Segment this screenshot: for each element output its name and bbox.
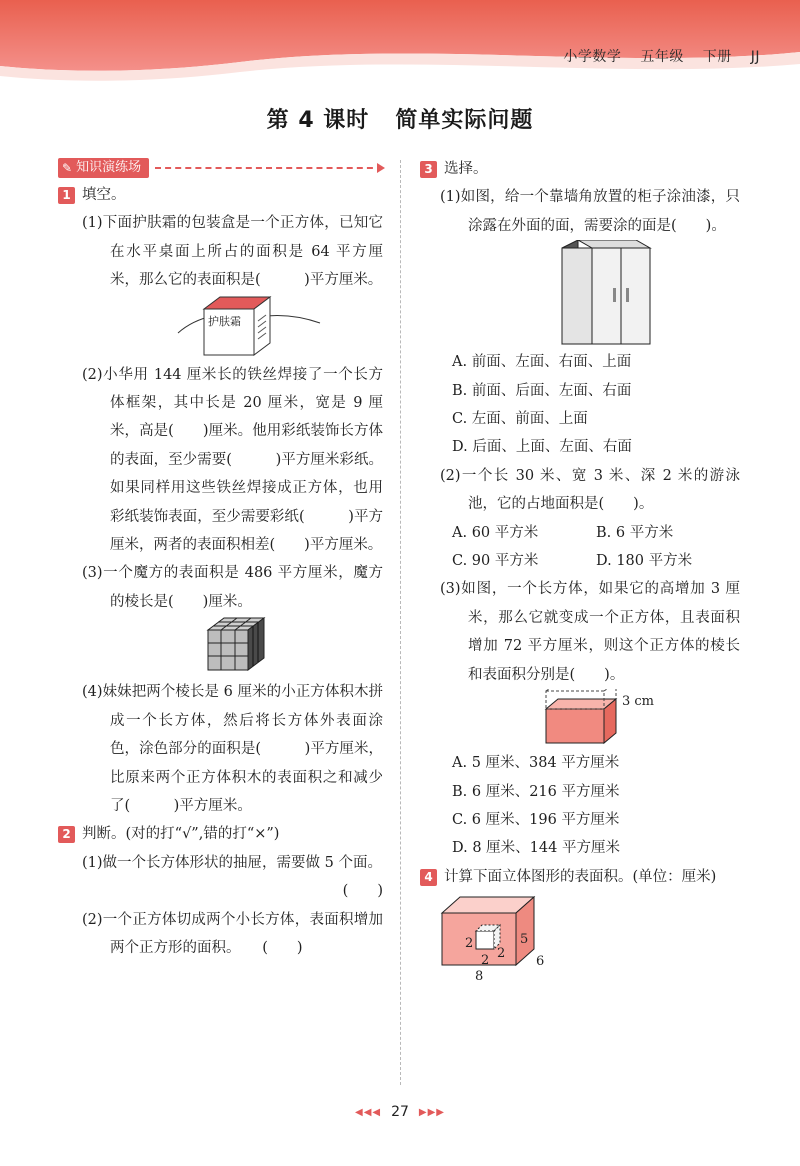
next-arrows-icon: ▶▶▶	[418, 1107, 445, 1118]
hollow-cuboid-illustration	[420, 891, 740, 983]
question-4-heading	[420, 863, 740, 891]
q2-part2-statement: (2)一个正方体切成两个小长方体，表面积增加两个正方形的面积。	[82, 911, 383, 956]
hole-right-dim: 2	[497, 946, 506, 962]
question-4-label: 计算下面立体图形的表面积。(单位：厘米)	[444, 868, 717, 885]
q3-part3-text: (3)如图，一个长方体，如果它的高增加 3 厘米，那么它就变成一个正方体，且表面积增加 72 平方厘米，则这个正方体的棱长和表面积分别是( )。	[440, 581, 740, 683]
q2-part2-text	[58, 906, 383, 963]
question-2-heading	[58, 820, 383, 848]
q3-part2-options-row1	[420, 519, 740, 547]
book-meta	[549, 46, 760, 66]
cream-box-illustration	[58, 295, 383, 361]
page-footer	[0, 1104, 800, 1120]
q3-part1-text: (1)如图，给一个靠墙角放置的柜子涂油漆，只涂露在外面的面，需要涂的面是( )。	[440, 189, 740, 234]
hollow-cuboid-figure	[420, 891, 740, 983]
q3-part3-option-b[interactable]: B. 6 厘米、216 平方厘米	[452, 783, 620, 800]
q3-part2-text: (2)一个长 30 米、宽 3 米、深 2 米的游泳池，它的占地面积是( )。	[440, 467, 740, 513]
cabinet-illustration	[420, 240, 740, 348]
rubik-cube-figure	[58, 616, 383, 678]
q3-part2-option-d[interactable]: D. 180 平方米	[596, 553, 693, 570]
q3-part1-option-b[interactable]: B. 前面、后面、左面、右面	[452, 382, 632, 399]
height-increase-label: 3 cm	[622, 694, 655, 710]
box-label: 护肤霜	[208, 314, 241, 328]
cabinet-figure	[420, 240, 740, 348]
width-dim: 6	[536, 954, 545, 970]
hole-bottom-dim: 2	[481, 953, 490, 969]
q2-part1-text: (1)做一个长方体形状的抽屉，需要做 5 个面。	[82, 854, 382, 871]
length-dim: 8	[475, 969, 484, 984]
lesson-number: 第 4 课时	[266, 108, 370, 133]
cream-box-figure	[58, 295, 383, 361]
q3-part1-option-c[interactable]: C. 左面、前面、上面	[452, 411, 588, 428]
q3-part2-options-row2	[420, 547, 740, 575]
q1-part4-text: (4)妹妹把两个棱长是 6 厘米的小正方体积木拼成一个长方体，然后将长方体外表面涂色，涂色部分的面积是( )平方厘米，比原来两个正方体积木的表面积之和减少了( )平方厘米。	[82, 684, 383, 814]
lesson-topic: 简单实际问题	[395, 108, 534, 133]
left-column	[58, 155, 383, 962]
prev-arrows-icon: ◀◀◀	[355, 1107, 382, 1118]
banner-tag	[58, 158, 149, 178]
hole-left-dim: 2	[465, 936, 474, 952]
q1-part2-text: (2)小华用 144 厘米长的铁丝焊接了一个长方体框架，其中长是 20 厘米，宽是 9 厘米，高是( )厘米。他用彩纸装饰长方体的表面，至少需要( )平方厘米彩纸。如果同样用这些铁丝焊接成正方体，也用彩纸装饰表面，至少需要彩纸( )平方厘米，两者的表面积相差( )平方厘米。	[82, 366, 383, 554]
banner-label: 知识演练场	[76, 159, 142, 175]
lesson-title	[0, 103, 800, 134]
q2-part1-answer	[58, 877, 383, 905]
q1-part1-text: (1)下面护肤霜的包装盒是一个正方体，已知它在水平桌面上所占的面积是 64 平方厘米，那么它的表面积是( )平方厘米。	[82, 215, 383, 289]
q3-part1-option-d[interactable]: D. 后面、上面、左面、右面	[452, 439, 632, 456]
cuboid-figure	[420, 689, 740, 749]
question-number-badge: 2	[58, 826, 75, 843]
answer-blank[interactable]: ( )	[262, 939, 303, 956]
rubik-cube-illustration	[58, 616, 383, 678]
q3-part3-option-c[interactable]: C. 6 厘米、196 平方厘米	[452, 811, 620, 828]
question-number-badge: 3	[420, 161, 437, 178]
q3-part3-option-a[interactable]: A. 5 厘米、384 平方厘米	[452, 755, 620, 772]
column-divider	[400, 160, 401, 1085]
q3-part2-option-c[interactable]: C. 90 平方米	[452, 553, 539, 570]
answer-blank[interactable]: ( )	[342, 883, 383, 900]
header-band	[0, 0, 800, 90]
question-1-label: 填空。	[82, 187, 126, 203]
cuboid-illustration	[420, 689, 740, 749]
subject-label: 小学数学	[563, 49, 622, 65]
height-dim: 5	[520, 932, 529, 948]
q3-part2-option-a[interactable]: A. 60 平方米	[452, 524, 539, 541]
question-3-label: 选择。	[444, 161, 488, 177]
section-banner	[58, 155, 383, 181]
pencil-icon: ✎	[62, 160, 73, 175]
page-number: 27	[391, 1104, 409, 1120]
question-number-badge: 1	[58, 187, 75, 204]
question-1-heading	[58, 181, 383, 209]
banner-dashed-arrow	[155, 167, 383, 169]
grade-label: 五年级	[640, 49, 684, 65]
right-column	[420, 155, 740, 983]
question-2-label: 判断。(对的打“√”,错的打“×”)	[82, 826, 280, 843]
edition-label: JJ	[750, 49, 760, 65]
volume-label: 下册	[702, 49, 732, 65]
q3-part3-option-d[interactable]: D. 8 厘米、144 平方厘米	[452, 840, 620, 857]
q3-part2-option-b[interactable]: B. 6 平方米	[596, 524, 674, 541]
question-number-badge: 4	[420, 869, 437, 886]
q1-part3-text: (3)一个魔方的表面积是 486 平方厘米，魔方的棱长是( )厘米。	[82, 565, 383, 610]
question-3-heading	[420, 155, 740, 183]
q3-part1-option-a[interactable]: A. 前面、左面、右面、上面	[452, 354, 632, 371]
